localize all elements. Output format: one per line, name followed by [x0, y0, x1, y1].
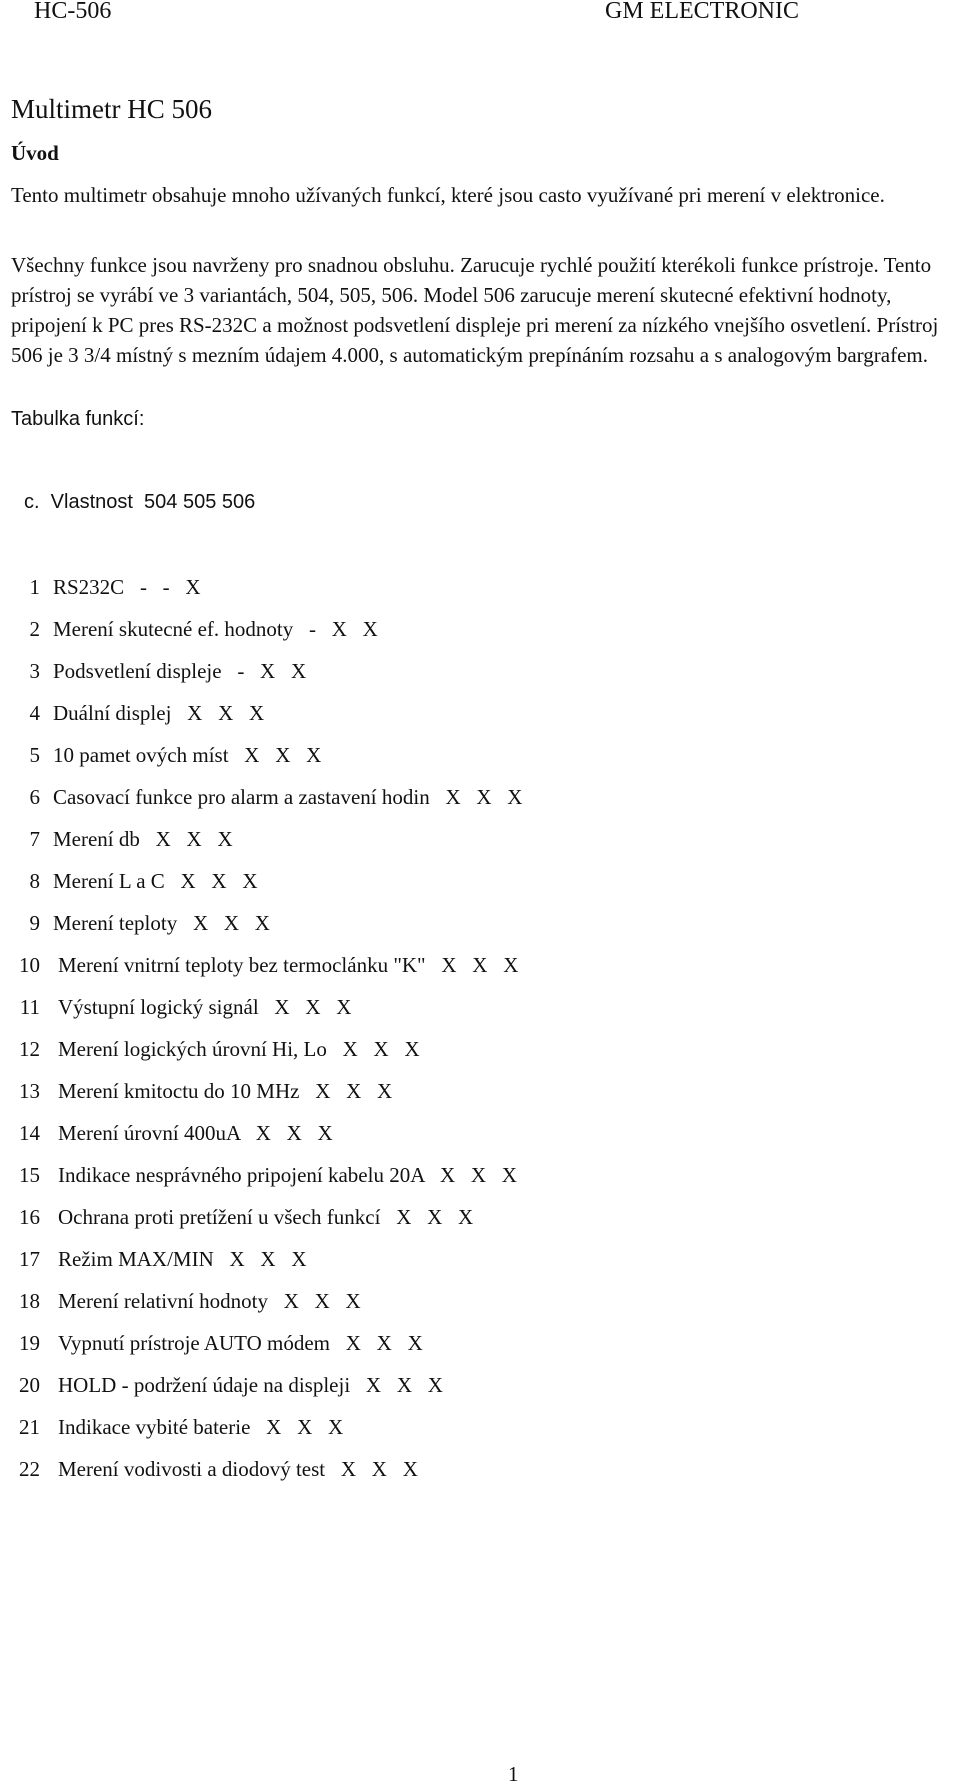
feature-number: 12 [19, 1037, 40, 1061]
feature-text: Ochrana proti pretížení u všech funkcí X X X [58, 1205, 474, 1229]
document-title: Multimetr HC 506 [11, 94, 212, 124]
intro-paragraph: Tento multimetr obsahuje mnoho užívaných funkcí, které jsou casto využívané pri merení v elektronice. [11, 183, 885, 207]
feature-text: Merení úrovní 400uA X X X [58, 1121, 333, 1145]
feature-text: Výstupní logický signál X X X [58, 995, 352, 1019]
feature-text: Merení vodivosti a diodový test X X X [58, 1457, 418, 1481]
feature-number: 6 [29, 785, 40, 809]
feature-number: 16 [19, 1205, 40, 1229]
feature-text: Merení db X X X [53, 827, 233, 851]
feature-number: 21 [19, 1415, 40, 1439]
feature-number: 18 [19, 1289, 40, 1313]
feature-number: 2 [29, 617, 40, 641]
feature-text: Merení L a C X X X [53, 869, 258, 893]
intro-heading: Úvod [11, 141, 59, 165]
feature-text: Merení kmitoctu do 10 MHz X X X [58, 1079, 393, 1103]
feature-text: Merení vnitrní teploty bez termoclánku "K" X X X [58, 953, 519, 977]
feature-number: 17 [19, 1247, 40, 1271]
feature-number: 20 [19, 1373, 40, 1397]
feature-number: 19 [19, 1331, 40, 1355]
feature-number: 14 [19, 1121, 40, 1145]
table-heading: Tabulka funkcí: [11, 408, 145, 430]
feature-text: Podsvetlení displeje - X X [53, 659, 307, 683]
feature-number: 3 [29, 659, 40, 683]
feature-text: Vypnutí prístroje AUTO módem X X X [58, 1331, 423, 1355]
feature-number: 22 [19, 1457, 40, 1481]
feature-text: Indikace vybité baterie X X X [58, 1415, 344, 1439]
table-header: c. Vlastnost 504 505 506 [24, 491, 256, 513]
feature-number: 8 [29, 869, 40, 893]
feature-text: Merení logických úrovní Hi, Lo X X X [58, 1037, 420, 1061]
feature-text: RS232C - - X [53, 575, 201, 599]
feature-number: 7 [29, 827, 40, 851]
feature-number: 11 [19, 995, 40, 1019]
header-company: GM ELECTRONIC [605, 0, 799, 24]
feature-number: 9 [29, 911, 40, 935]
feature-number: 10 [19, 953, 40, 977]
feature-number: 15 [19, 1163, 40, 1187]
description-text: Všechny funkce jsou navrženy pro snadnou obsluhu. Zarucuje rychlé použití kterékoli funkce prístroje. Tento prístroj se vyrábí ve 3 variantách, 504, 505, 506. Model 506 zarucuje merení skutecné efektivní hodnoty, pripojení k PC pres RS-232C a možnost podsvetlení displeje pri merení za nízkého vnejšího osvetlení. Prístroj 506 je 3 3/4 místný s mezním údajem 4.000, s automatickým prepínáním rozsahu a s analogovým bargrafem. [11, 253, 939, 367]
feature-text: Duální displej X X X [53, 701, 265, 725]
feature-text: Casovací funkce pro alarm a zastavení hodin X X X [53, 785, 523, 809]
feature-text: Merení skutecné ef. hodnoty - X X [53, 617, 378, 641]
feature-text: Režim MAX/MIN X X X [58, 1247, 307, 1271]
feature-text: 10 pamet ových míst X X X [53, 743, 322, 767]
feature-number: 13 [19, 1079, 40, 1103]
description-paragraph [11, 250, 951, 370]
feature-text: Merení teploty X X X [53, 911, 270, 935]
feature-text: Merení relativní hodnoty X X X [58, 1289, 361, 1313]
feature-number: 5 [29, 743, 40, 767]
feature-number: 1 [29, 575, 40, 599]
feature-text: Indikace nesprávného pripojení kabelu 20A X X X [58, 1163, 517, 1187]
header-model: HC-506 [34, 0, 112, 24]
page-number: 1 [508, 1762, 519, 1786]
feature-number: 4 [29, 701, 40, 725]
feature-text: HOLD - podržení údaje na displeji X X X [58, 1373, 443, 1397]
